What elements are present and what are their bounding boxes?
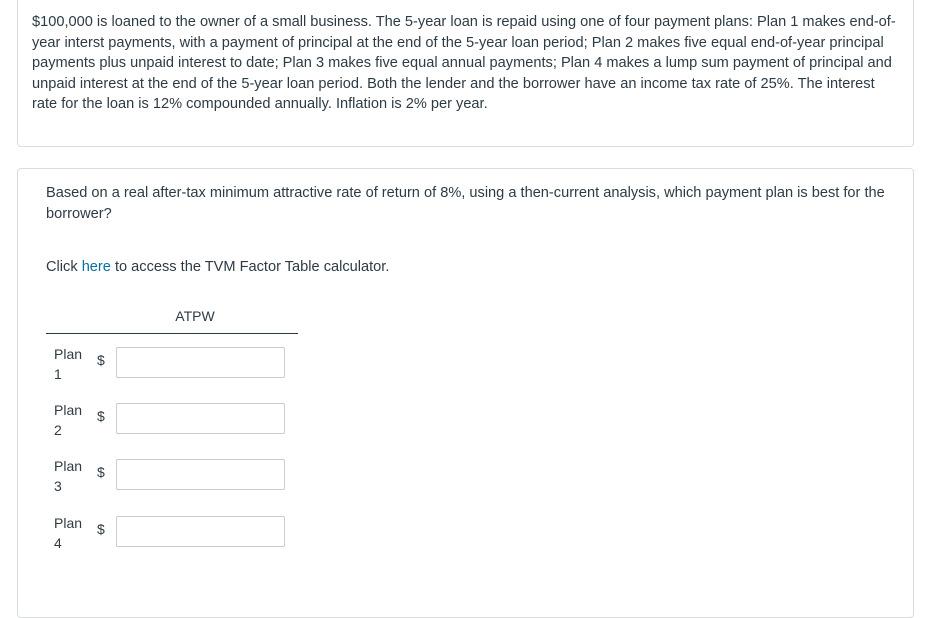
plan-4-currency-symbol: $	[97, 521, 105, 537]
question-text: Based on a real after-tax minimum attractive rate of return of 8%, using a then-current analysis, which payment plan is best for the borrower?	[46, 185, 885, 222]
plan-3-row	[46, 453, 306, 497]
question-card	[17, 168, 914, 618]
plan-2-label: Plan 2	[54, 402, 83, 438]
problem-statement-text: $100,000 is loaned to the owner of a small business. The 5-year loan is repaid using one of four payment plans: Plan 1 makes end-of-year interst payments, with a payment of principal at the end of the 5-year loan period; Plan 2 makes five equal end-of-year principal payments plus unpaid interest to date; Plan 3 makes five equal annual payments; Plan 4 makes a lump sum payment of principal and unpaid interest at the end of the 5-year loan period. Both the lender and the borrower have an income tax rate of 25%. The interest rate for the loan is 12% compounded annually. Inflation is 2% per year.	[32, 14, 896, 112]
plan-1-row	[46, 341, 306, 385]
calculator-instruction	[46, 257, 389, 278]
plan-4-row	[46, 510, 306, 554]
calculator-instruction-suffix: to access the TVM Factor Table calculator.	[110, 259, 390, 275]
tvm-calculator-link[interactable]: here	[81, 259, 111, 275]
plan-4-label: Plan 4	[54, 515, 83, 551]
plan-2-currency-symbol: $	[97, 408, 105, 424]
plan-3-label: Plan 3	[54, 458, 83, 494]
header-divider	[46, 333, 298, 334]
plan-4-atpw-input[interactable]	[116, 516, 285, 547]
plan-2-row	[46, 397, 306, 441]
plan-1-atpw-input[interactable]	[116, 347, 285, 378]
plan-1-currency-symbol: $	[97, 352, 105, 368]
plan-1-label: Plan 1	[54, 346, 83, 382]
atpw-column-header: ATPW	[175, 308, 215, 324]
plan-3-currency-symbol: $	[97, 464, 105, 480]
plan-2-atpw-input[interactable]	[116, 403, 285, 434]
plan-3-atpw-input[interactable]	[116, 459, 285, 490]
calculator-instruction-prefix: Click	[46, 259, 82, 275]
problem-statement-card	[17, 0, 914, 147]
